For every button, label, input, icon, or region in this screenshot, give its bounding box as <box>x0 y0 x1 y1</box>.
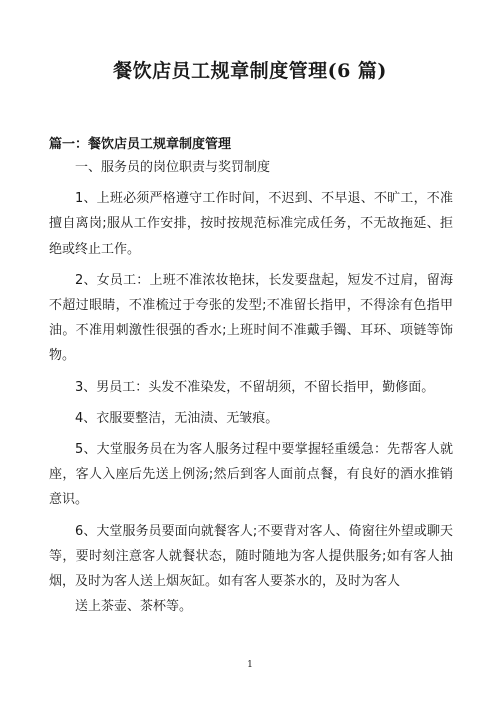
paragraph-subsection-heading: 一、服务员的岗位职责与奖罚制度 <box>75 160 271 175</box>
paragraph-rule-5: 5、大堂服务员在为客人服务过程中要掌握轻重缓急：先帮客人就座，客人入座后先送上例汤;然后到客人面前点餐，有良好的酒水推销意识。 <box>49 442 453 508</box>
paragraph-rule-6-continued: 送上茶壶、茶杯等。 <box>75 599 193 615</box>
section-heading: 篇一：餐饮店员工规章制度管理 <box>49 137 232 152</box>
paragraph-rule-3: 3、男员工：头发不准染发，不留胡须，不留长指甲，勤修面。 <box>75 379 435 395</box>
paragraph-rule-4: 4、衣服要整洁，无油渍、无皱痕。 <box>75 410 279 426</box>
document-title: 餐饮店员工规章制度管理(6 篇) <box>113 60 387 82</box>
paragraph-rule-6: 6、大堂服务员要面向就餐客人;不要背对客人、倚窗往外望或聊天等，要时刻注意客人就餐状态，随时随地为客人提供服务;如有客人抽烟，及时为客人送上烟灰缸。如有客人要茶水的，及时为客人 <box>49 523 453 590</box>
paragraph-rule-1: 1、上班必须严格遵守工作时间，不迟到、不早退、不旷工，不准擅自离岗;服从工作安排，按时按规范标准完成任务，不无故拖延、拒绝或终止工作。 <box>49 191 453 257</box>
page-number: 1 <box>247 660 253 670</box>
paragraph-rule-2: 2、女员工：上班不准浓妆艳抹，长发要盘起，短发不过肩，留海不超过眼睛，不准梳过于夸张的发型;不准留长指甲，不得涂有色指甲油。不准用刺激性很强的香水;上班时间不准戴手镯、耳环、项链等饰物。 <box>49 272 453 364</box>
document-body <box>49 155 453 619</box>
